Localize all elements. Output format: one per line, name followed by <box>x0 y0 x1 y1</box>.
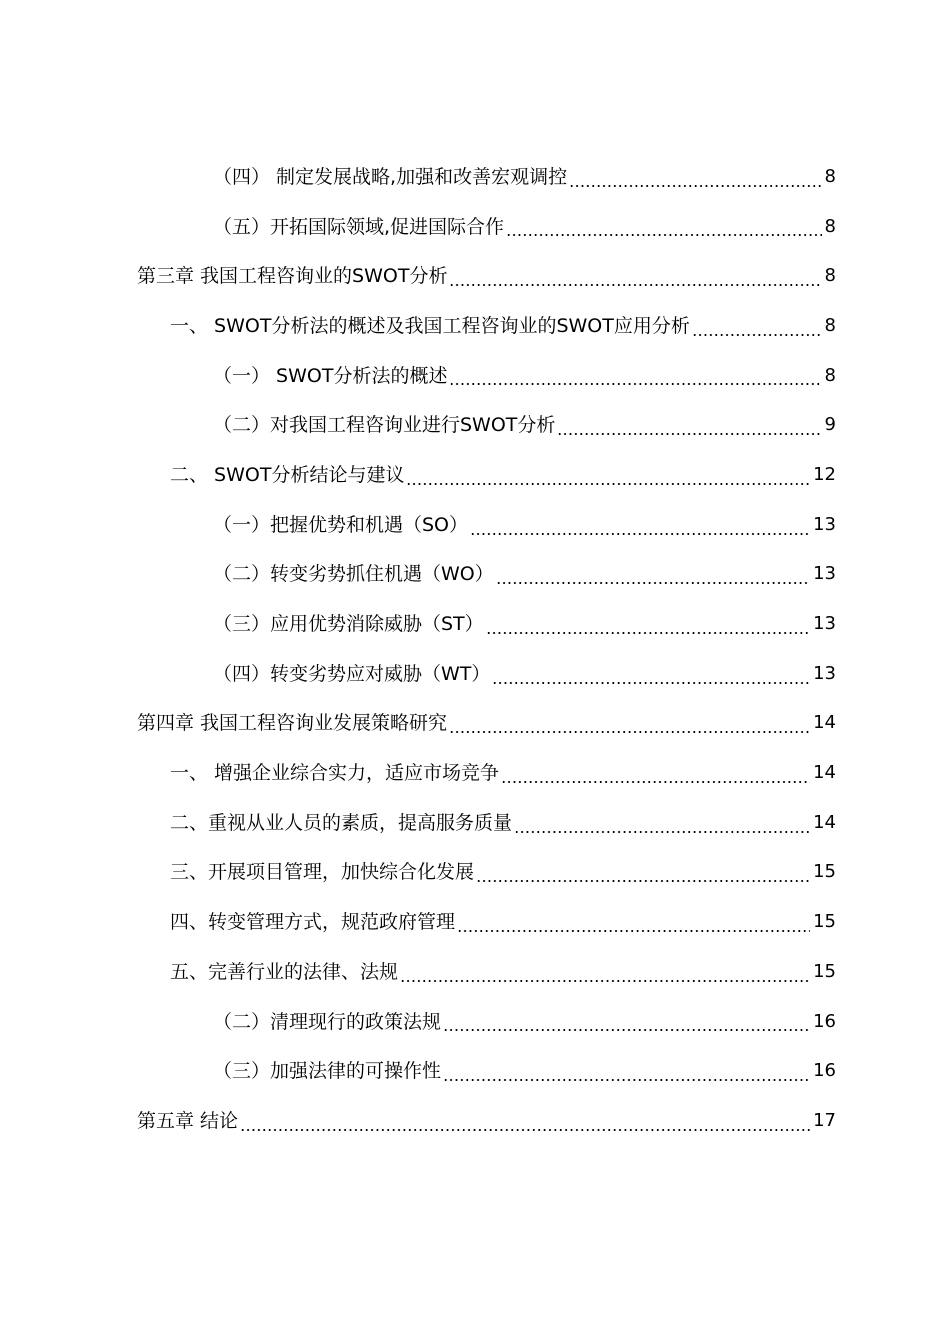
toc-page-number: 8 <box>824 215 836 237</box>
toc-entry[interactable] <box>0 251 950 301</box>
toc-entry-label: 二、重视从业人员的素质，提高服务质量 <box>170 811 513 834</box>
toc-entry[interactable] <box>0 152 950 202</box>
toc-page-number: 15 <box>813 911 836 933</box>
toc-page-number: 8 <box>824 314 836 336</box>
toc-dot-leader <box>470 533 810 535</box>
toc-page-number: 9 <box>824 414 836 436</box>
toc-page-number: 8 <box>824 265 836 287</box>
toc-dot-leader <box>400 980 810 982</box>
toc-entry-label: （三）应用优势消除威胁（ST） <box>213 613 484 636</box>
toc-entry[interactable] <box>0 897 950 947</box>
toc-page-number: 14 <box>813 712 836 734</box>
toc-dot-leader <box>514 831 810 833</box>
toc-entry[interactable] <box>0 1096 950 1146</box>
toc-dot-leader <box>240 1129 810 1131</box>
toc-dot-leader <box>492 682 810 684</box>
toc-entry-label: 四、转变管理方式，规范政府管理 <box>170 911 456 934</box>
toc-page-number: 13 <box>813 662 836 684</box>
toc-dot-leader <box>569 185 821 187</box>
toc-dot-leader <box>443 1029 810 1031</box>
toc-entry-label: （二）对我国工程咨询业进行SWOT分析 <box>213 414 556 437</box>
toc-dot-leader <box>506 234 822 236</box>
toc-entry-label: （二）清理现行的政策法规 <box>213 1010 442 1033</box>
toc-entry-label: （四）转变劣势应对威胁（WT） <box>213 662 491 685</box>
toc-entry[interactable] <box>0 550 950 600</box>
toc-entry[interactable] <box>0 450 950 500</box>
toc-entry-label: 第三章 我国工程咨询业的SWOT分析 <box>137 265 448 288</box>
toc-page-number: 16 <box>813 1010 836 1032</box>
toc-page-number: 14 <box>813 811 836 833</box>
toc-entry[interactable] <box>0 500 950 550</box>
toc-page-number: 15 <box>813 861 836 883</box>
toc-entry[interactable] <box>0 1046 950 1096</box>
toc-entry[interactable] <box>0 400 950 450</box>
toc-dot-leader <box>692 334 822 336</box>
toc-entry[interactable] <box>0 748 950 798</box>
toc-page-number: 12 <box>813 463 836 485</box>
toc-dot-leader <box>449 383 821 385</box>
toc-dot-leader <box>476 880 810 882</box>
toc-dot-leader <box>449 284 821 286</box>
toc-page-number: 17 <box>813 1109 836 1131</box>
toc-entry[interactable] <box>0 649 950 699</box>
toc-dot-leader <box>443 1079 810 1081</box>
toc-entry[interactable] <box>0 798 950 848</box>
toc-page-number: 13 <box>813 563 836 585</box>
toc-entry-label: 三、开展项目管理，加快综合化发展 <box>170 861 475 884</box>
toc-entry[interactable] <box>0 947 950 997</box>
table-of-contents <box>0 152 950 1146</box>
toc-dot-leader <box>449 731 810 733</box>
toc-entry-label: 第五章 结论 <box>137 1109 239 1132</box>
toc-page-number: 13 <box>813 513 836 535</box>
toc-entry-label: 一、 增强企业综合实力，适应市场竞争 <box>170 762 500 785</box>
toc-dot-leader <box>486 632 810 634</box>
toc-page-number: 8 <box>824 165 836 187</box>
toc-dot-leader <box>501 781 810 783</box>
toc-entry[interactable] <box>0 699 950 749</box>
toc-dot-leader <box>406 483 810 485</box>
toc-entry-label: （五）开拓国际领域,促进国际合作 <box>213 215 505 238</box>
toc-entry-label: 二、 SWOT分析结论与建议 <box>170 463 405 486</box>
toc-page-number: 13 <box>813 613 836 635</box>
toc-entry-label: （一） SWOT分析法的概述 <box>213 364 448 387</box>
toc-entry-label: 第四章 我国工程咨询业发展策略研究 <box>137 712 448 735</box>
toc-entry-label: 五、完善行业的法律、法规 <box>170 960 399 983</box>
toc-entry-label: 一、 SWOT分析法的概述及我国工程咨询业的SWOT应用分析 <box>170 314 690 337</box>
toc-entry[interactable] <box>0 997 950 1047</box>
toc-dot-leader <box>557 433 821 435</box>
toc-dot-leader <box>496 582 810 584</box>
toc-page-number: 16 <box>813 1060 836 1082</box>
toc-entry-label: （三）加强法律的可操作性 <box>213 1060 442 1083</box>
toc-entry[interactable] <box>0 599 950 649</box>
toc-page-number: 8 <box>824 364 836 386</box>
toc-dot-leader <box>457 930 810 932</box>
toc-entry-label: （四） 制定发展战略,加强和改善宏观调控 <box>213 165 568 188</box>
toc-page-number: 15 <box>813 960 836 982</box>
toc-entry[interactable] <box>0 301 950 351</box>
toc-entry-label: （二）转变劣势抓住机遇（WO） <box>213 563 494 586</box>
toc-page-number: 14 <box>813 762 836 784</box>
toc-entry[interactable] <box>0 351 950 401</box>
toc-entry[interactable] <box>0 202 950 252</box>
toc-entry[interactable] <box>0 848 950 898</box>
toc-entry-label: （一）把握优势和机遇（SO） <box>213 513 469 536</box>
